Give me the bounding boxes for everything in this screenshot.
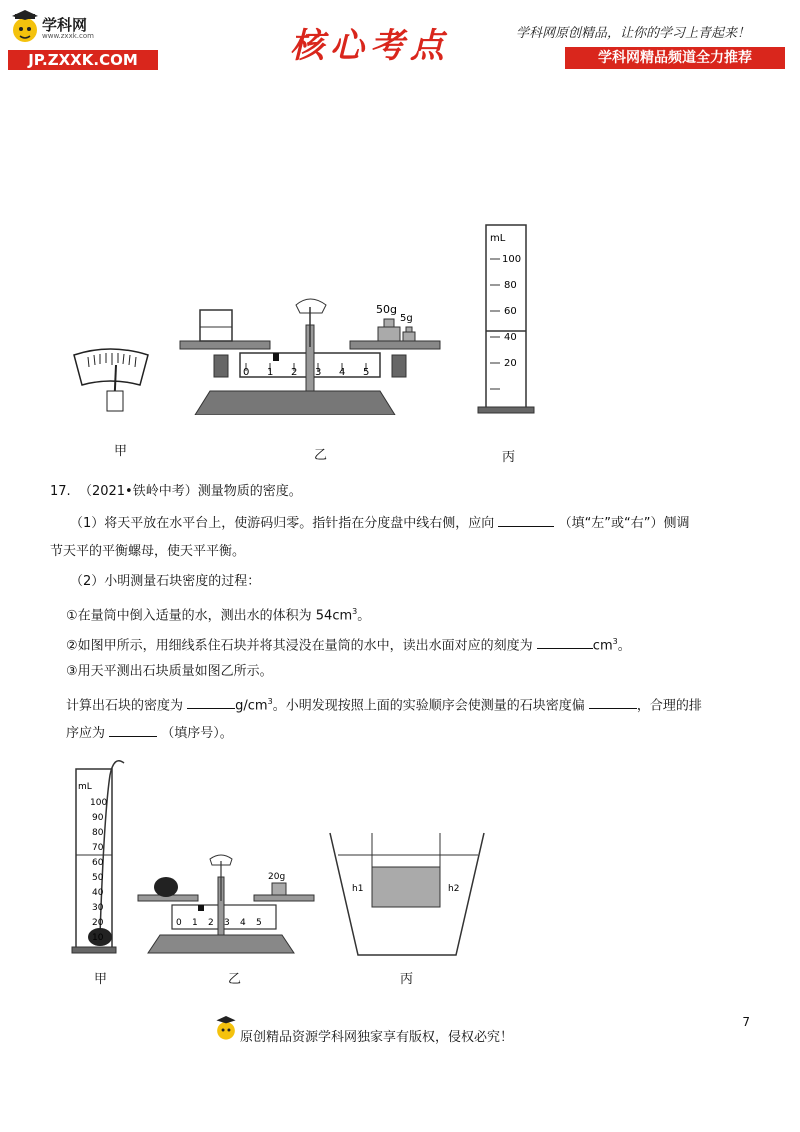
answer-blank-2[interactable]	[537, 634, 593, 649]
cylinder-tick: 20	[504, 358, 517, 369]
answer-blank-5[interactable]	[109, 722, 157, 737]
figure-label-bing: 丙	[400, 972, 414, 987]
answer-blank-4[interactable]	[589, 694, 637, 709]
cylinder-tick: 10	[92, 933, 104, 943]
mascot-icon	[10, 10, 40, 48]
calc-line: 计算出石块的密度为 $g/cm^3$。小明发现按照上面的实验顺序会使测量的石块密度偏 ，合理的排	[66, 692, 702, 716]
scale-tick: 3	[224, 918, 230, 928]
cylinder-unit: mL	[490, 233, 506, 244]
cylinder-tick: 20	[92, 918, 104, 928]
step-3: ③用天平测出石块质量如图乙所示。	[66, 664, 273, 679]
question-part1-line1: （1）将天平放在水平台上，使游码归零。指针指在分度盘中线右侧，应向 （填“左”或“右”）侧调	[70, 512, 690, 534]
scale-tick: 5	[363, 367, 370, 378]
slogan: 学科网原创精品，让你的学习上青起来！	[516, 26, 751, 41]
logo-title: 学科网	[42, 16, 88, 34]
label-h2: h2	[448, 884, 460, 894]
footer-copyright: 原创精品资源学科网独家享有版权，侵权必究！	[240, 1030, 514, 1045]
container-block-icon	[330, 833, 484, 955]
channel-banner: 学科网精品频道全力推荐	[565, 47, 785, 69]
cylinder-tick: 40	[504, 332, 517, 343]
weight-label-20g: 20g	[268, 872, 286, 882]
cylinder-tick: 80	[92, 828, 104, 838]
question-header	[50, 482, 302, 502]
logo-subtitle: www.zxxk.com	[42, 32, 94, 40]
figure-label-yi: 乙	[228, 972, 242, 987]
weight-label-50g: 50g	[376, 303, 397, 316]
scale-tick: 0	[243, 367, 250, 378]
cylinder-tick: 30	[92, 903, 104, 913]
bottom-figure	[60, 755, 500, 965]
scale-tick: 3	[315, 367, 322, 378]
cylinder-tick: 60	[504, 306, 517, 317]
page-title: 核心考点	[290, 26, 450, 66]
small-balance-icon	[138, 855, 314, 953]
cylinder-tick: 100	[502, 254, 522, 265]
scale-tick: 1	[192, 918, 198, 928]
cylinder-tick: 80	[504, 280, 517, 291]
footer-mascot-icon	[214, 1016, 238, 1044]
step-1: ①在量筒中倒入适量的水，测出水的体积为 $54cm^3$。	[66, 607, 371, 624]
scale-tick: 4	[240, 918, 246, 928]
figure-label-jia: 甲	[94, 972, 108, 987]
figure-label-bing: 丙	[502, 450, 516, 465]
cylinder-tick: 40	[92, 888, 104, 898]
scale-tick: 2	[291, 367, 298, 378]
cylinder-tick: 50	[92, 873, 104, 883]
logo-url: JP.ZXXK.COM	[8, 50, 158, 70]
step-2: ②如图甲所示，用细线系住石块并将其浸没在量筒的水中，读出水面对应的刻度为 $cm^3$。	[66, 632, 631, 656]
cylinder-tick: 90	[92, 813, 104, 823]
cylinder-tick: 70	[92, 843, 104, 853]
weight-label-5g: 5g	[400, 313, 413, 324]
dial-icon	[74, 349, 148, 411]
question-number: 17.	[50, 484, 71, 499]
order-line: 序应为 （填序号）。	[66, 722, 233, 744]
cylinder-unit: mL	[78, 782, 92, 792]
top-figure	[60, 215, 560, 415]
scale-tick: 5	[256, 918, 262, 928]
scale-tick: 4	[339, 367, 346, 378]
label-h1: h1	[352, 884, 364, 894]
answer-blank-1[interactable]	[498, 512, 554, 527]
scale-tick: 0	[176, 918, 182, 928]
answer-blank-3[interactable]	[187, 694, 235, 709]
question-part2: （2）小明测量石块密度的过程：	[70, 574, 261, 589]
question-source: （2021•铁岭中考）测量物质的密度。	[78, 484, 302, 499]
header	[0, 0, 800, 80]
question-part1-line2: 节天平的平衡螺母，使天平平衡。	[50, 544, 246, 559]
figure-label-yi: 乙	[314, 448, 328, 463]
scale-tick: 1	[267, 367, 274, 378]
cylinder-tick: 60	[92, 858, 104, 868]
scale-tick: 2	[208, 918, 214, 928]
figure-label-jia: 甲	[114, 444, 128, 459]
cylinder-tick: 100	[90, 798, 108, 808]
page-number: 7	[742, 1015, 750, 1029]
